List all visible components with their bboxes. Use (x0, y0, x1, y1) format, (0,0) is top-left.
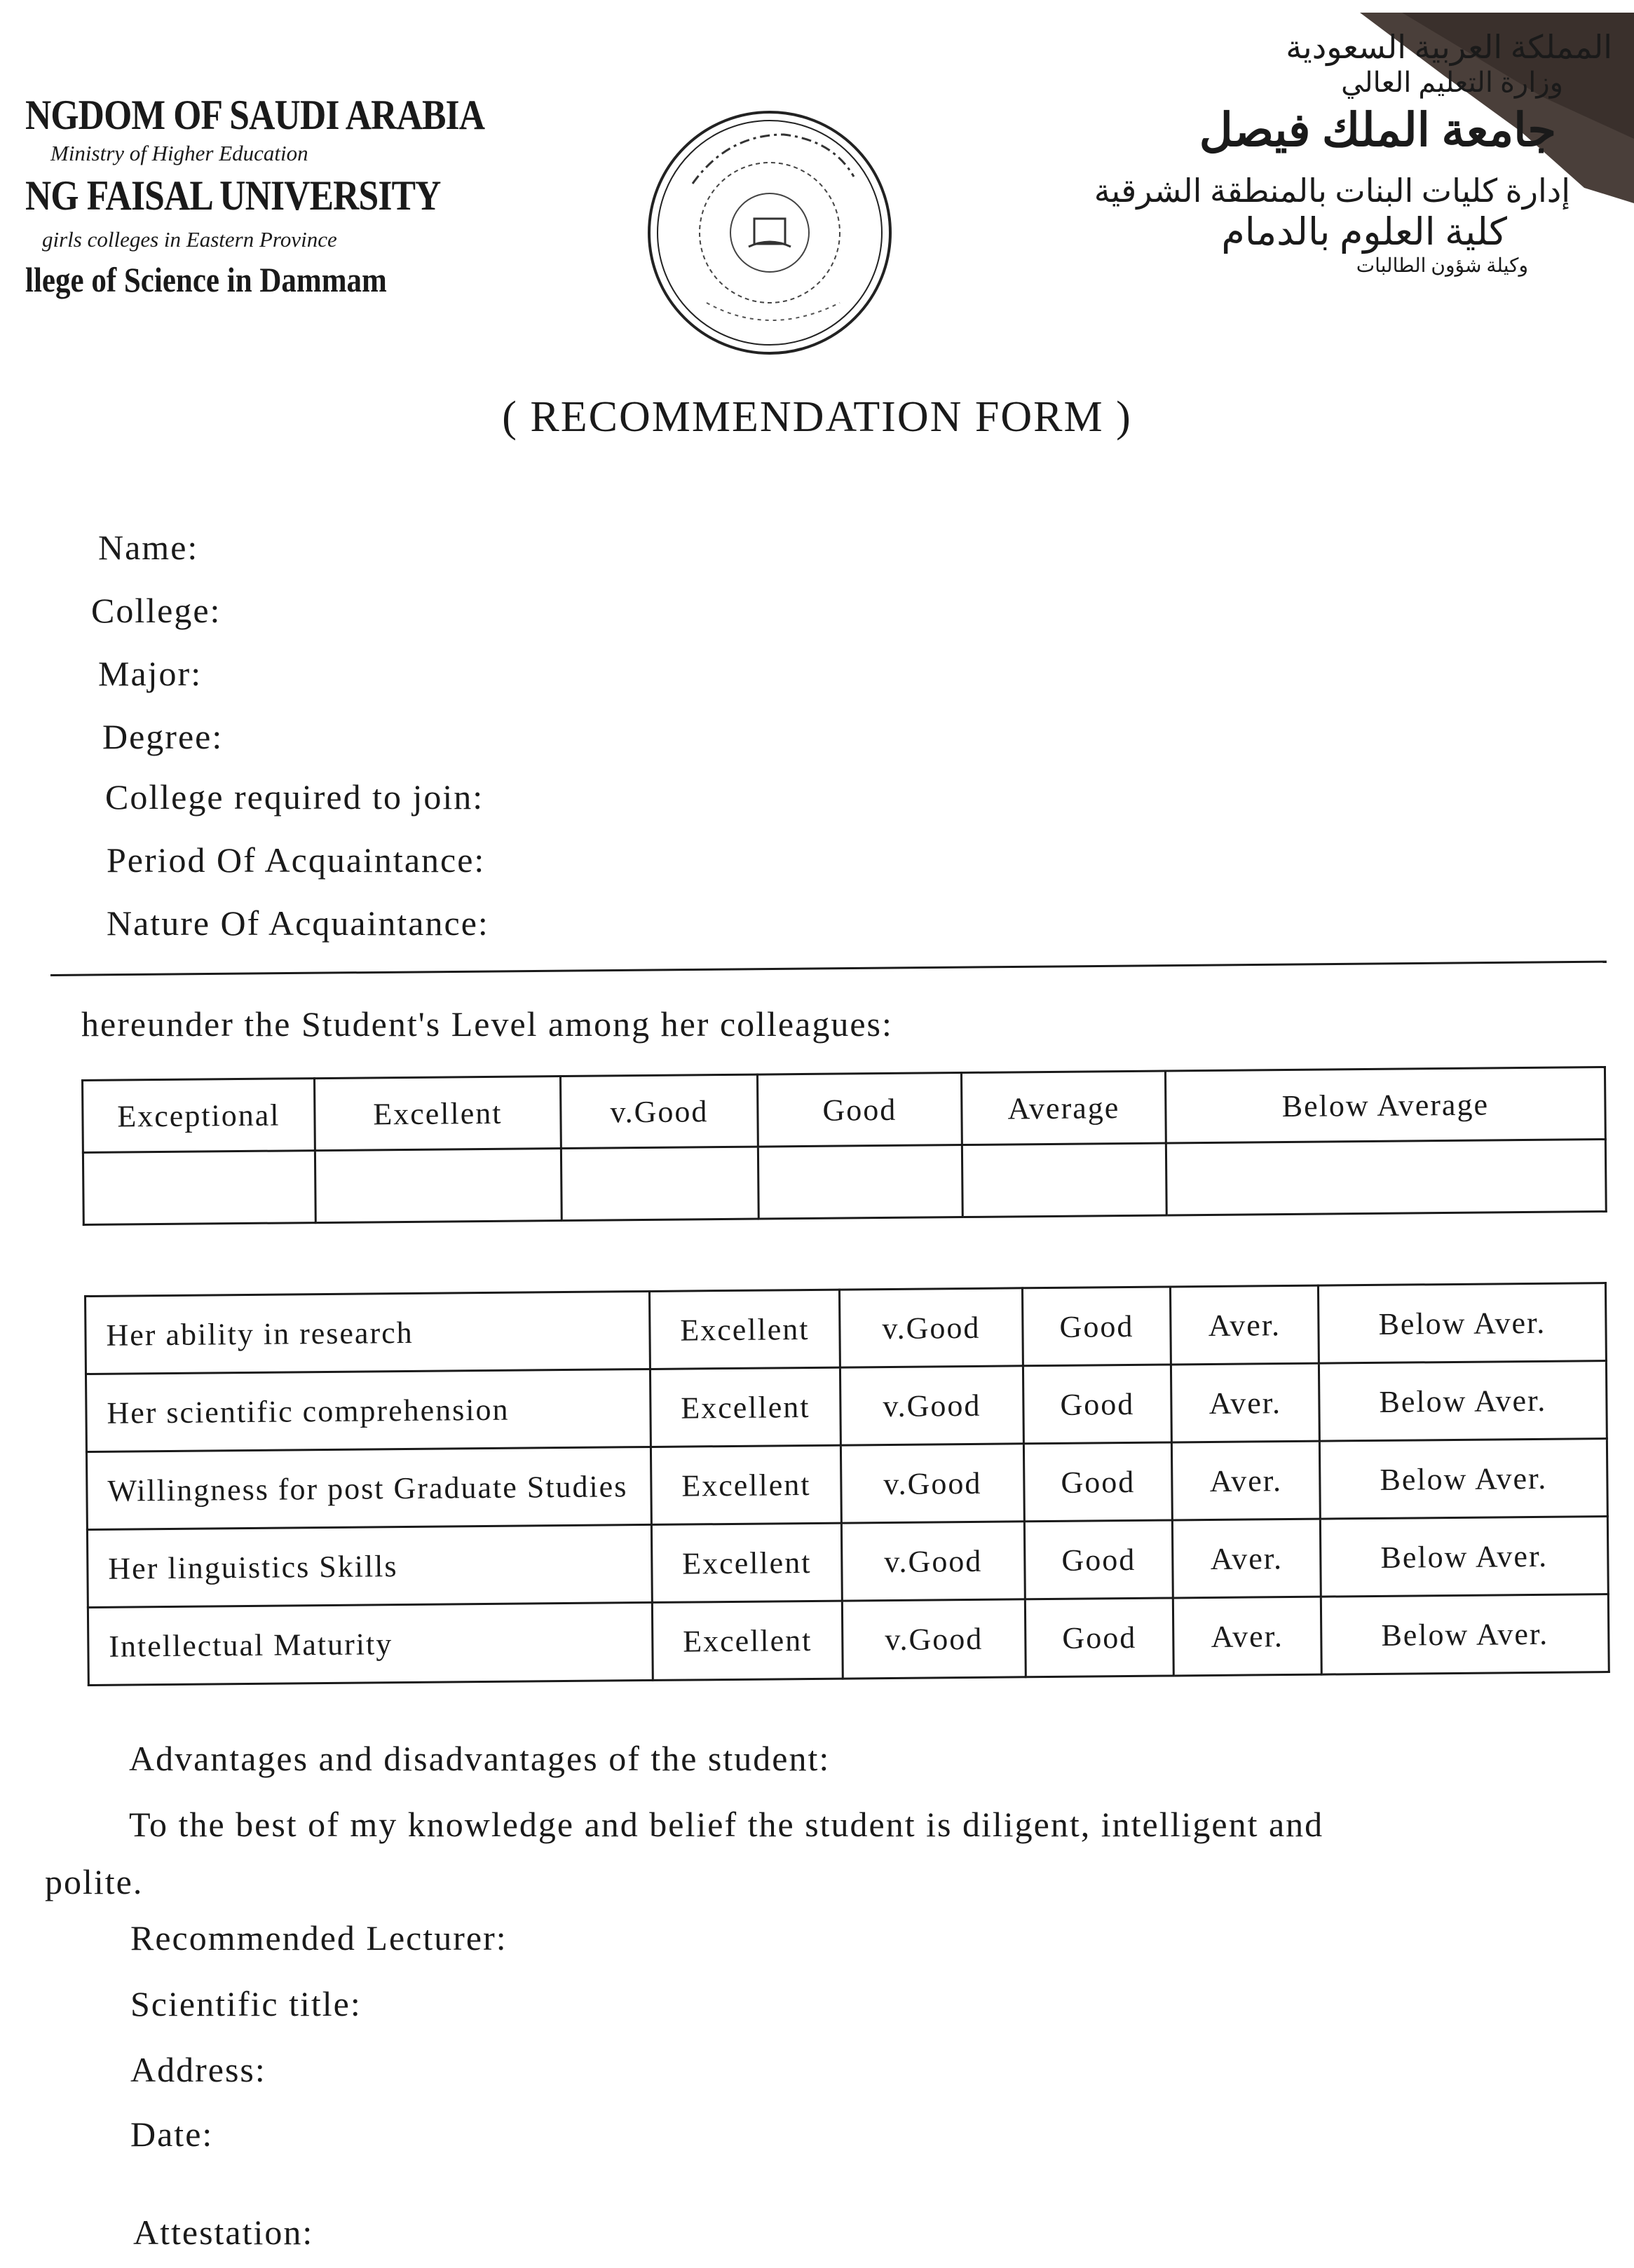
form-title: ( RECOMMENDATION FORM ) (502, 393, 1132, 441)
rating-option[interactable]: Below Aver. (1318, 1283, 1606, 1364)
university-name-ar: جامعة الملك فيصل (1199, 105, 1556, 156)
rating-option[interactable]: Excellent (651, 1445, 841, 1524)
criteria-row (87, 1517, 1608, 1608)
level-good: Good (757, 1073, 962, 1147)
rating-option[interactable]: Good (1024, 1520, 1173, 1599)
rating-option[interactable]: v.Good (842, 1599, 1026, 1679)
field-degree-label: Degree: (102, 717, 224, 756)
criteria-row (86, 1439, 1607, 1530)
level-intro: hereunder the Student's Level among her colleagues: (81, 1004, 893, 1044)
kingdom-name-ar: المملكة العربية السعودية (1286, 29, 1612, 65)
college-name-ar: كلية العلوم بالدمام (1221, 211, 1507, 253)
lecturer-name-label: Recommended Lecturer: (130, 1918, 508, 1958)
rating-option[interactable]: Good (1023, 1442, 1172, 1522)
scientific-title-label: Scientific title: (130, 1984, 362, 2023)
rating-option[interactable]: Excellent (649, 1290, 840, 1369)
rating-option[interactable]: Below Aver. (1320, 1517, 1608, 1597)
rating-option[interactable]: v.Good (839, 1288, 1023, 1367)
field-major-label: Major: (98, 654, 203, 693)
level-cell[interactable] (315, 1149, 561, 1223)
rating-option[interactable]: Below Aver. (1319, 1439, 1607, 1519)
rating-option[interactable]: Below Aver. (1319, 1361, 1607, 1442)
field-college-label: College: (91, 591, 222, 630)
criteria-row (86, 1283, 1607, 1374)
level-cell[interactable] (83, 1151, 315, 1225)
field-period-label: Period Of Acquaintance: (107, 840, 486, 880)
rating-option[interactable]: Good (1022, 1287, 1171, 1366)
header-right (1080, 28, 1612, 278)
girls-colleges-line: girls colleges in Eastern Province (42, 227, 337, 252)
section-divider (50, 961, 1607, 976)
criteria-table (84, 1282, 1610, 1686)
ministry-name-ar: وزارة التعليم العالي (1341, 67, 1563, 98)
level-exceptional: Exceptional (83, 1079, 315, 1153)
rating-option[interactable]: Aver. (1173, 1597, 1321, 1676)
level-excellent: Excellent (315, 1077, 561, 1151)
header-left (25, 91, 485, 300)
rating-option[interactable]: v.Good (840, 1366, 1023, 1445)
dept-name-ar: وكيلة شؤون الطالبات (1356, 255, 1528, 277)
levels-header-row (83, 1067, 1606, 1153)
kingdom-name: NGDOM OF SAUDI ARABIA (25, 92, 485, 138)
rating-option[interactable]: Excellent (651, 1523, 842, 1602)
criteria-label: Her ability in research (86, 1291, 651, 1374)
rating-option[interactable]: Aver. (1171, 1441, 1320, 1520)
levels-table (81, 1066, 1607, 1226)
attestation-label: Attestation: (133, 2213, 314, 2252)
criteria-label: Intellectual Maturity (88, 1602, 653, 1685)
criteria-label: Willingness for post Graduate Studies (86, 1447, 651, 1529)
rating-option[interactable]: Aver. (1171, 1363, 1319, 1442)
rating-option[interactable]: Aver. (1170, 1285, 1319, 1365)
level-cell[interactable] (561, 1147, 758, 1220)
rating-option[interactable]: v.Good (840, 1444, 1024, 1523)
field-nature-label: Nature Of Acquaintance: (107, 903, 489, 943)
university-name: NG FAISAL UNIVERSITY (25, 172, 441, 219)
statement-line-1: To the best of my knowledge and belief the student is diligent, intelligent and (129, 1805, 1324, 1844)
college-name: llege of Science in Dammam (25, 260, 387, 299)
rating-option[interactable]: Good (1025, 1598, 1173, 1677)
admin-name-ar: إدارة كليات البنات بالمنطقة الشرقية (1094, 173, 1570, 209)
criteria-label: Her linguistics Skills (87, 1524, 652, 1607)
field-name-label: Name: (98, 528, 199, 567)
university-seal-icon (644, 107, 896, 359)
rating-option[interactable]: Aver. (1172, 1519, 1321, 1598)
rating-option[interactable]: Below Aver. (1321, 1594, 1609, 1675)
level-average: Average (961, 1071, 1166, 1145)
advantages-label: Advantages and disadvantages of the student: (129, 1739, 831, 1778)
criteria-row (88, 1594, 1609, 1686)
rating-option[interactable]: Excellent (650, 1367, 840, 1447)
ministry-name: Ministry of Higher Education (50, 141, 308, 165)
level-cell[interactable] (1166, 1140, 1606, 1215)
level-cell[interactable] (758, 1145, 962, 1220)
address-label: Address: (130, 2050, 266, 2089)
field-college-required-label: College required to join: (105, 777, 484, 817)
rating-option[interactable]: Good (1023, 1365, 1171, 1444)
level-cell[interactable] (962, 1143, 1166, 1217)
level-below-average: Below Average (1165, 1067, 1605, 1143)
criteria-row (86, 1361, 1607, 1452)
statement-line-2: polite. (45, 1862, 144, 1901)
rating-option[interactable]: v.Good (841, 1522, 1025, 1601)
date-label: Date: (130, 2115, 214, 2154)
rating-option[interactable]: Excellent (652, 1601, 843, 1680)
levels-answer-row (83, 1140, 1606, 1225)
criteria-label: Her scientific comprehension (86, 1369, 651, 1451)
level-vgood: v.Good (560, 1074, 758, 1148)
